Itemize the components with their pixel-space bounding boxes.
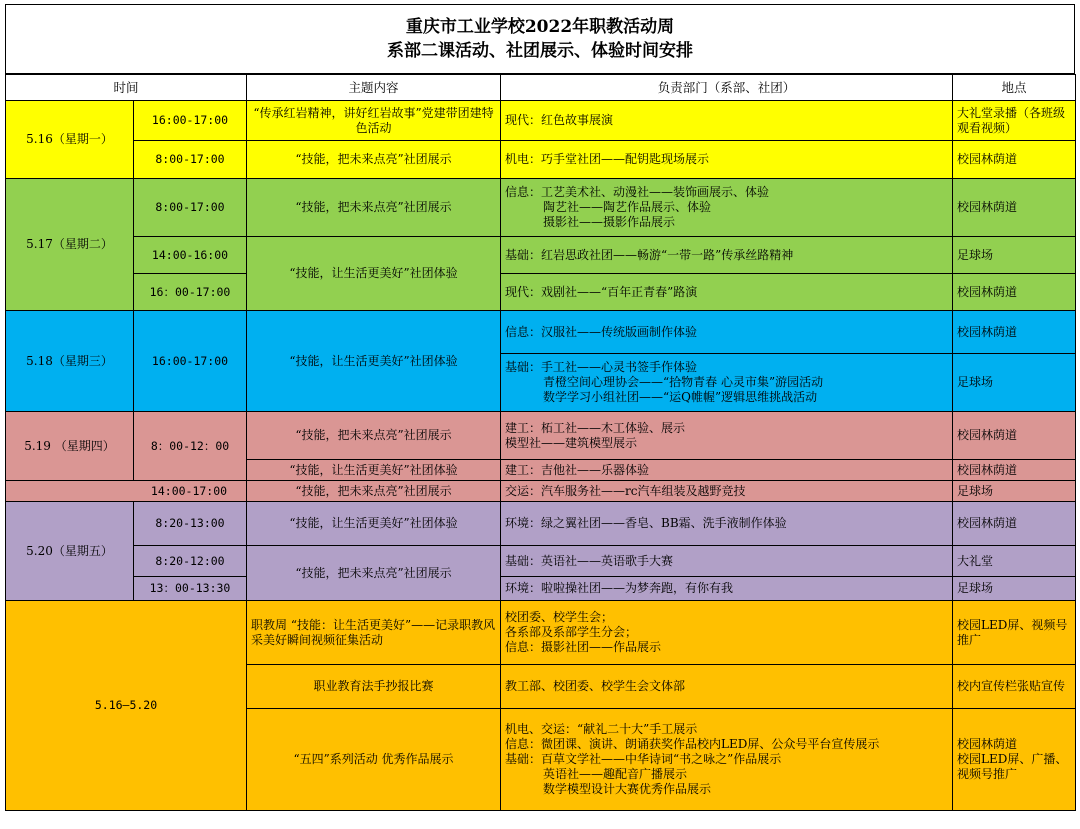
theme-cell: “传承红岩精神，讲好红岩故事”党建带团建特色活动 [247, 101, 501, 141]
dept-cell: 现代：红色故事展演 [501, 101, 953, 141]
place-line: 校园LED屏、广播、视频号推广 [957, 752, 1068, 781]
time-cell: 8:00-17:00 [134, 179, 247, 237]
dept-line: 建工：柘工社——木工体验、展示 [505, 420, 686, 435]
place-cell: 大礼堂录播（各班级观看视频） [953, 101, 1076, 141]
time-cell: 8:20-13:00 [134, 502, 247, 546]
place-cell: 校园林荫道 [953, 311, 1076, 354]
header-time: 时间 [6, 75, 247, 101]
dept-line: 模型社——建筑模型展示 [505, 435, 638, 450]
title-block [5, 4, 1075, 74]
dept-line: 英语社——趣配音广播展示 [543, 767, 688, 781]
date-cell: 5.18（星期三） [6, 311, 134, 412]
table-row [6, 237, 1076, 274]
table-row [6, 179, 1076, 237]
table-row [6, 101, 1076, 141]
dept-cell [501, 354, 953, 412]
date-cell: 5.16（星期一） [6, 101, 134, 179]
header-row [6, 75, 1076, 101]
dept-cell [501, 601, 953, 665]
place-cell: 校园林荫道 [953, 179, 1076, 237]
theme-cell: “技能，把未来点亮”社团展示 [247, 481, 501, 502]
dept-line: 机电、交运：“献礼二十大”手工展示 [505, 722, 698, 736]
date-cell: 5.16—5.20 [6, 601, 247, 811]
theme-cell: “技能，让生活更美好”社团体验 [247, 460, 501, 481]
place-cell: 校园林荫道 [953, 412, 1076, 460]
time-cell: 16:00-17:00 [134, 311, 247, 412]
time-cell: 16：00-17:00 [134, 274, 247, 311]
time-cell: 16:00-17:00 [134, 101, 247, 141]
place-cell: 校园林荫道 [953, 141, 1076, 179]
theme-cell: “技能，把未来点亮”社团展示 [247, 546, 501, 601]
dept-cell: 环境：啦啦操社团——为梦奔跑，有你有我 [501, 577, 953, 601]
dept-line: 青橙空间心理协会——“拾物青春 心灵市集”游园活动 [543, 375, 824, 389]
dept-line: 陶艺社——陶艺作品展示、体验 [543, 200, 712, 214]
time-cell: 14:00-17:00 [6, 481, 247, 502]
dept-cell [501, 179, 953, 237]
place-cell: 足球场 [953, 237, 1076, 274]
table-row [6, 502, 1076, 546]
header-theme: 主题内容 [247, 75, 501, 101]
time-cell: 8：00-12：00 [134, 412, 247, 481]
place-cell: 校园林荫道 [953, 274, 1076, 311]
time-cell: 13：00-13:30 [134, 577, 247, 601]
date-cell: 5.19 （星期四） [6, 412, 134, 481]
theme-cell: “五四”系列活动 优秀作品展示 [247, 709, 501, 811]
place-cell: 校园林荫道 [953, 502, 1076, 546]
place-line: 校园林荫道 [957, 737, 1018, 751]
dept-cell: 教工部、校团委、校学生会文体部 [501, 665, 953, 709]
dept-line: 数学模型设计大赛优秀作品展示 [543, 782, 712, 796]
theme-cell: “技能，让生活更美好”社团体验 [247, 311, 501, 412]
header-dept: 负责部门（系部、社团） [501, 75, 953, 101]
place-cell: 足球场 [953, 481, 1076, 502]
dept-line: 基础：手工社——心灵书签手作体验 [505, 360, 698, 374]
table-row [6, 311, 1076, 354]
table-row [6, 141, 1076, 179]
theme-cell: “技能，让生活更美好”社团体验 [247, 502, 501, 546]
dept-cell: 基础：英语社——英语歌手大赛 [501, 546, 953, 577]
date-cell: 5.17（星期二） [6, 179, 134, 311]
theme-cell: 职业教育法手抄报比赛 [247, 665, 501, 709]
time-cell: 8:00-17:00 [134, 141, 247, 179]
dept-line: 校团委、校学生会； [505, 610, 614, 624]
dept-cell: 建工：吉他社——乐器体验 [501, 460, 953, 481]
time-cell: 8:20-12:00 [134, 546, 247, 577]
dept-cell: 交运：汽车服务社——rc汽车组装及越野竞技 [501, 481, 953, 502]
title-line-1: 重庆市工业学校2022年职教活动周 [405, 17, 675, 37]
table-row [6, 412, 1076, 460]
title-line-2: 系部二课活动、社团展示、体验时间安排 [387, 41, 693, 61]
place-cell: 校内宣传栏张贴宣传 [953, 665, 1076, 709]
place-cell: 足球场 [953, 577, 1076, 601]
schedule-sheet [5, 4, 1075, 811]
dept-cell: 信息：汉服社——传统版画制作体验 [501, 311, 953, 354]
table-row [6, 601, 1076, 665]
dept-line: 摄影社——摄影作品展示 [543, 215, 676, 229]
table-row [6, 481, 1076, 502]
dept-cell: 基础：红岩思政社团——畅游“一带一路”传承丝路精神 [501, 237, 953, 274]
theme-cell: “技能，把未来点亮”社团展示 [247, 141, 501, 179]
header-place: 地点 [953, 75, 1076, 101]
table-row [6, 274, 1076, 311]
dept-line: 各系部及系部学生分会； [505, 625, 638, 639]
time-cell: 14:00-16:00 [134, 237, 247, 274]
dept-line: 信息：微团课、演讲、朗诵获奖作品校内LED屏、公众号平台宣传展示 [505, 737, 880, 751]
table-row [6, 577, 1076, 601]
theme-cell: 职教周 “技能：让生活更美好”——记录职教风采美好瞬间视频征集活动 [247, 601, 501, 665]
place-cell: 足球场 [953, 354, 1076, 412]
place-cell: 校园LED屏、视频号推广 [953, 601, 1076, 665]
dept-cell: 机电：巧手堂社团——配钥匙现场展示 [501, 141, 953, 179]
dept-line: 信息：摄影社团——作品展示 [505, 640, 662, 654]
table-row [6, 546, 1076, 577]
dept-cell [501, 412, 953, 460]
place-cell: 大礼堂 [953, 546, 1076, 577]
dept-line: 信息：工艺美术社、动漫社——装饰画展示、体验 [505, 185, 770, 199]
dept-cell: 环境：绿之翼社团——香皂、BB霜、洗手液制作体验 [501, 502, 953, 546]
dept-line: 数学学习小组社团——“运Q帷幄”逻辑思维挑战活动 [543, 390, 818, 404]
dept-cell: 现代：戏剧社——“百年正青春”路演 [501, 274, 953, 311]
place-cell: 校园林荫道 [953, 460, 1076, 481]
date-cell: 5.20（星期五） [6, 502, 134, 601]
theme-cell: “技能，把未来点亮”社团展示 [247, 179, 501, 237]
theme-cell: “技能，把未来点亮”社团展示 [247, 412, 501, 460]
schedule-table [5, 74, 1076, 811]
dept-cell [501, 709, 953, 811]
place-cell [953, 709, 1076, 811]
theme-cell: “技能，让生活更美好”社团体验 [247, 237, 501, 311]
dept-line: 基础：百草文学社——中华诗词“书之咏之”作品展示 [505, 752, 782, 766]
